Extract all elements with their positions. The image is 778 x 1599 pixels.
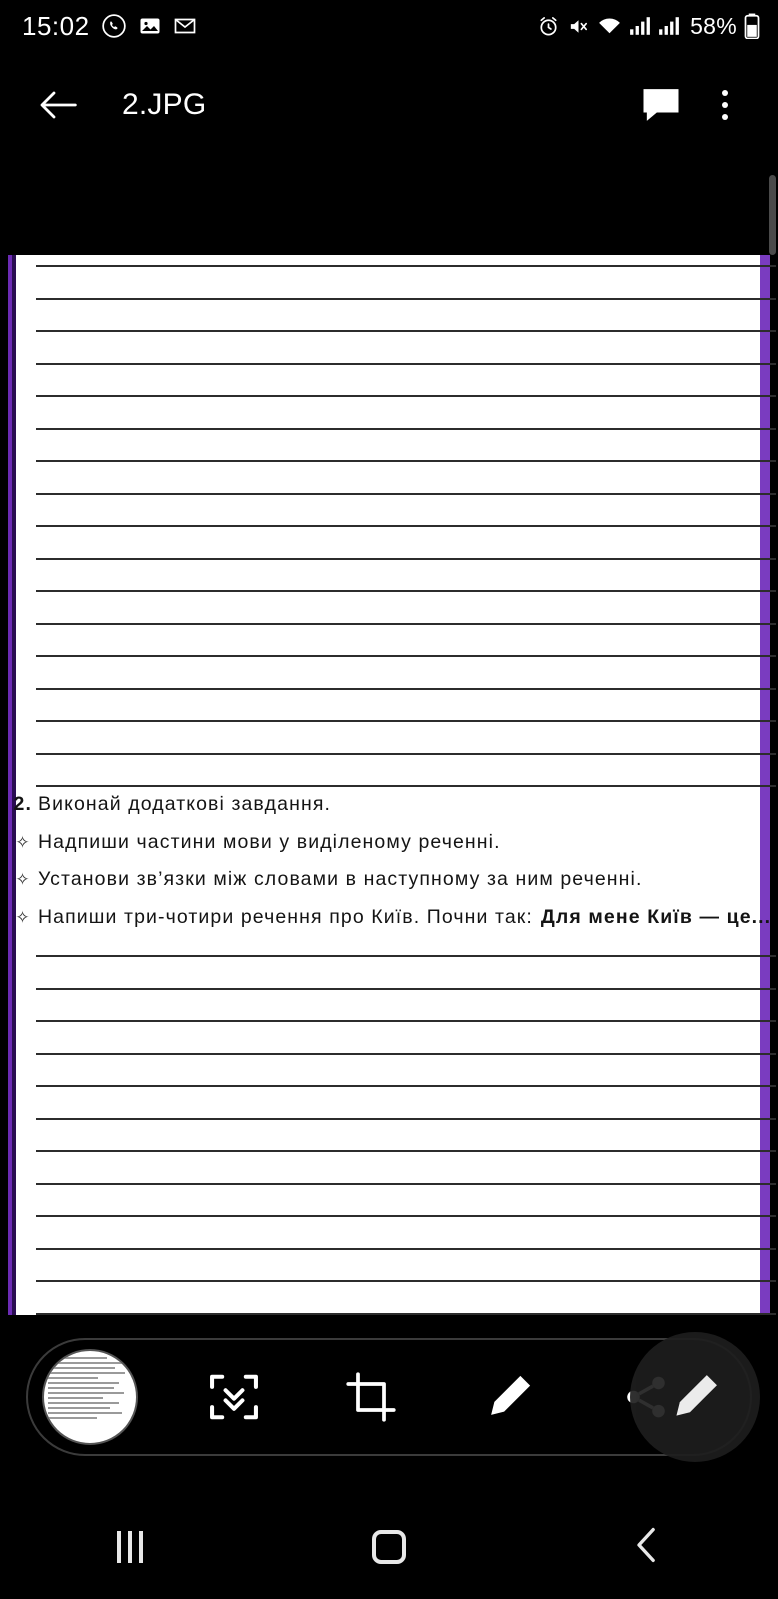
- status-bar-left: [22, 11, 197, 42]
- back-chevron-icon: [633, 1527, 663, 1568]
- comment-icon[interactable]: [632, 76, 690, 134]
- back-button[interactable]: [30, 77, 86, 133]
- status-bar-right: [537, 13, 760, 40]
- battery-percent-label: 58%: [690, 12, 737, 39]
- more-options-button[interactable]: [696, 76, 754, 134]
- task-block: [8, 795, 770, 945]
- bullet-icon: ✧: [15, 870, 31, 889]
- task-item-3-text: Напиши три-чотири речення про Київ. Почни так:: [38, 905, 533, 928]
- crop-button[interactable]: [329, 1355, 413, 1439]
- task-number: 2.: [13, 793, 32, 815]
- bottom-toolbar: [0, 1315, 778, 1495]
- task-item-3: [8, 905, 772, 928]
- app-bar: [0, 52, 778, 157]
- ruled-lines-top: [36, 265, 776, 818]
- viber-icon: [101, 13, 127, 39]
- page-title: 2.JPG: [122, 87, 207, 121]
- signal-sim1-icon: [629, 16, 651, 36]
- task-item-3-bold: Для мене Київ — це...: [540, 905, 772, 928]
- task-item-1: [8, 830, 770, 853]
- task-heading: [8, 795, 770, 815]
- status-bar: [0, 0, 778, 52]
- alarm-icon: [537, 15, 560, 38]
- nav-back-button[interactable]: [588, 1512, 708, 1582]
- battery-icon: [744, 13, 760, 39]
- page-thumbnail[interactable]: [42, 1349, 138, 1445]
- recents-icon: [117, 1531, 143, 1563]
- signal-sim2-icon: [658, 16, 680, 36]
- gmail-icon: [173, 14, 197, 38]
- nav-recents-button[interactable]: [70, 1512, 190, 1582]
- thumbnail-content: [48, 1357, 132, 1437]
- auto-enhance-button[interactable]: [192, 1355, 276, 1439]
- document-image: [8, 255, 770, 1315]
- image-viewer[interactable]: [0, 255, 778, 1315]
- mute-icon: [567, 15, 590, 38]
- markup-button[interactable]: [467, 1355, 551, 1439]
- gallery-icon: [138, 14, 162, 38]
- task-item-2-text: Установи зв’язки між словами в наступному за ним реченні.: [38, 868, 643, 890]
- bullet-icon: ✧: [15, 907, 31, 927]
- ruled-lines-bottom: [36, 955, 776, 1315]
- task-title: Виконай додаткові завдання.: [38, 793, 332, 815]
- status-clock: 15:02: [22, 10, 90, 41]
- page-edge-left-inner: [12, 255, 16, 1315]
- bullet-icon: ✧: [15, 832, 31, 852]
- system-nav-bar: [0, 1495, 778, 1599]
- home-icon: [372, 1530, 406, 1564]
- nav-home-button[interactable]: [329, 1512, 449, 1582]
- task-item-1-text: Надпиши частини мови у виділеному реченні.: [38, 830, 501, 853]
- edit-fab[interactable]: [630, 1332, 760, 1462]
- task-item-2: [8, 870, 770, 890]
- vertical-scrollbar[interactable]: [769, 175, 776, 255]
- wifi-icon: [597, 15, 622, 37]
